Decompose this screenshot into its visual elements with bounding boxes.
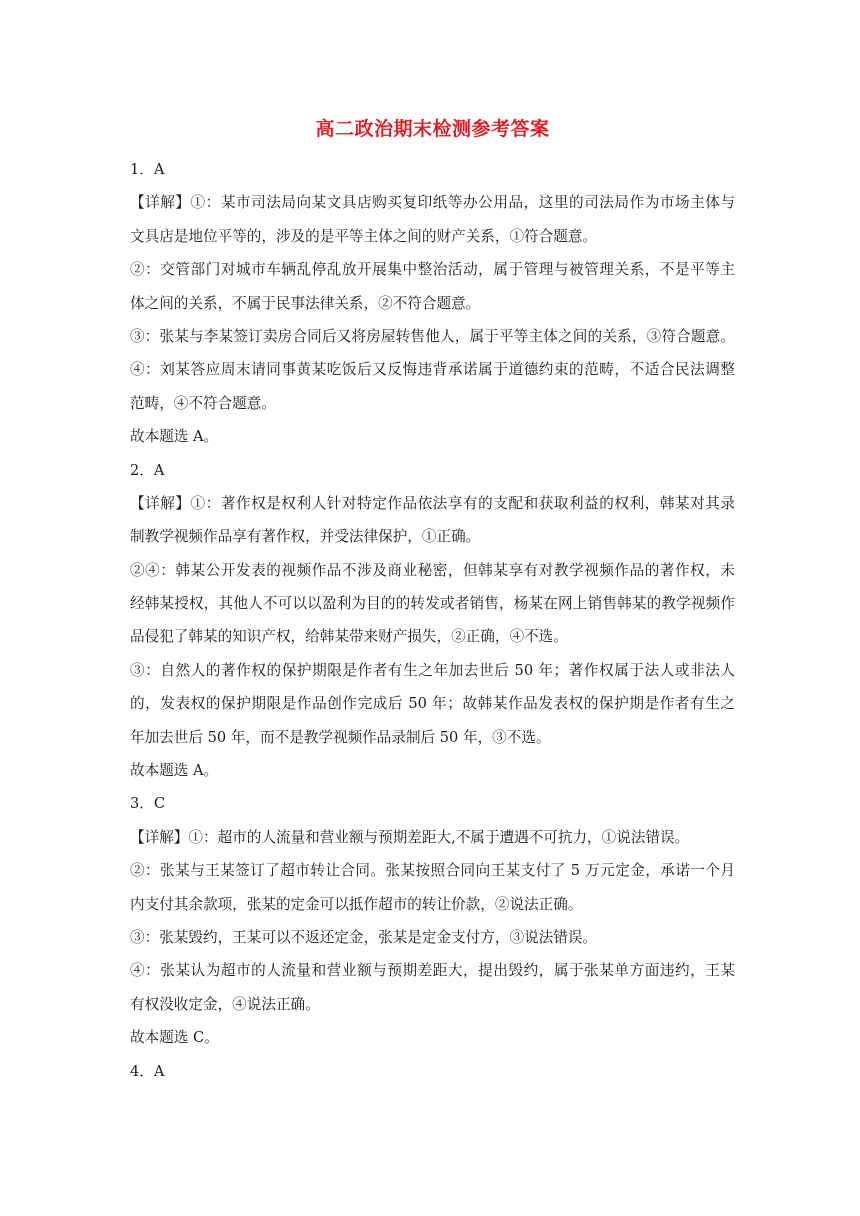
- conclusion-line: 故本题选 A。: [130, 762, 219, 780]
- explanation-line: ②：交管部门对城市车辆乱停乱放开展集中整治活动，属于管理与被管理关系，不是平等主: [130, 261, 735, 279]
- answer-content: [130, 153, 735, 1088]
- conclusion-line: 故本题选 A。: [130, 428, 219, 446]
- explanation-line: 文具店是地位平等的，涉及的是平等主体之间的财产关系，①符合题意。: [130, 227, 598, 245]
- explanation-line: 【详解】①：某市司法局向某文具店购买复印纸等办公用品，这里的司法局作为市场主体与: [130, 194, 735, 212]
- explanation-line: 【详解】①：著作权是权利人针对特定作品依法享有的支配和获取利益的权利，韩某对其录: [130, 494, 735, 512]
- explanation-line: 范畴，④不符合题意。: [130, 394, 276, 412]
- explanation-line: 经韩某授权，其他人不可以以盈利为目的的转发或者销售，杨某在网上销售韩某的教学视频作: [130, 595, 735, 613]
- answer-number-4: 4．A: [130, 1062, 165, 1080]
- answer-number-3: 3．C: [130, 795, 166, 813]
- explanation-line: 有权没收定金，④说法正确。: [130, 995, 320, 1013]
- answer-number-1: 1．A: [130, 161, 165, 178]
- explanation-line: 体之间的关系，不属于民事法律关系，②不符合题意。: [130, 294, 481, 312]
- explanation-line: 内支付其余款项，张某的定金可以抵作超市的转让价款，②说法正确。: [130, 895, 583, 913]
- explanation-line: ④：刘某答应周末请同事黄某吃饭后又反悔违背承诺属于道德约束的范畴，不适合民法调整: [130, 361, 735, 379]
- explanation-line: 【详解】①：超市的人流量和营业额与预期差距大,不属于遭遇不可抗力，①说法错误。: [130, 828, 690, 846]
- explanation-line: ④：张某认为超市的人流量和营业额与预期差距大，提出毁约，属于张某单方面违约，王某: [130, 962, 735, 980]
- explanation-line: ③：张某与李某签订卖房合同后又将房屋转售他人，属于平等主体之间的关系，③符合题意。: [130, 327, 735, 345]
- answer-number-2: 2．A: [130, 461, 165, 479]
- document-title: 高二政治期末检测参考答案: [315, 118, 550, 140]
- conclusion-line: 故本题选 C。: [130, 1029, 219, 1047]
- explanation-line: ②④：韩某公开发表的视频作品不涉及商业秘密，但韩某享有对教学视频作品的著作权，未: [130, 561, 735, 579]
- explanation-line: 制教学视频作品享有著作权，并受法律保护，①正确。: [130, 528, 481, 546]
- explanation-line: 的，发表权的保护期限是作品创作完成后 50 年；故韩某作品发表权的保护期是作者有生之: [130, 695, 735, 713]
- explanation-line: 品侵犯了韩某的知识产权，给韩某带来财产损失，②正确，④不选。: [130, 628, 568, 646]
- explanation-line: ②：张某与王某签订了超市转让合同。张某按照合同向王某支付了 5 万元定金，承诺一个月: [130, 862, 735, 880]
- explanation-line: ③：自然人的著作权的保护期限是作者有生之年加去世后 50 年；著作权属于法人或非法人: [130, 661, 735, 679]
- explanation-line: ③：张某毁约，王某可以不返还定金，张某是定金支付方，③说法错误。: [130, 928, 598, 946]
- explanation-line: 年加去世后 50 年，而不是教学视频作品录制后 50 年，③不选。: [130, 728, 551, 746]
